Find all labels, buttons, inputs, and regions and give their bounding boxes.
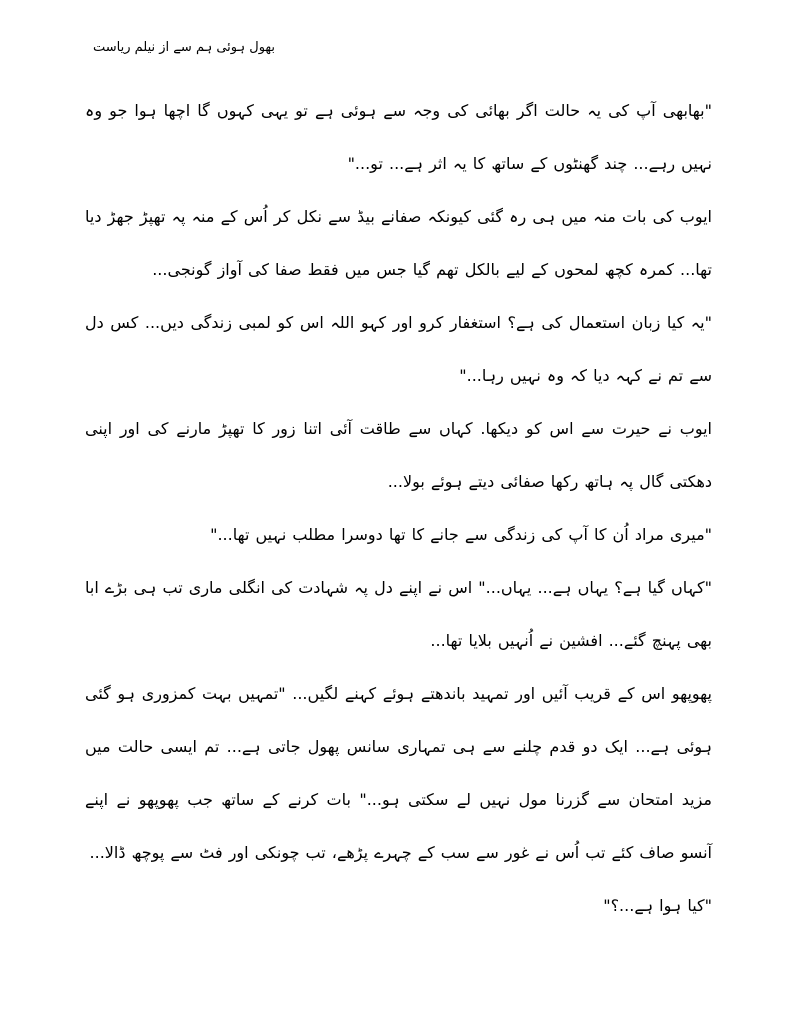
page-header-title: بھول ہوئی ہم سے از نیلم ریاست	[93, 40, 276, 55]
paragraph: پھوپھو اس کے قریب آئیں اور تمہید باندھتے ہوئے کہنے لگیں... "تمہیں بہت کمزوری ہو گئی ہوئی ہے... ایک دو قدم چلنے سے ہی تمہاری سانس پھول جاتی ہے... تم ایسی حالت میں مزید امتحان سے گزرنا مول نہیں لے سکتی ہو..." بات کرنے کے ساتھ جب پھوپھو نے اپنے آنسو صاف کئے تب اُس نے غور سے سب کے چہرے پڑھے، تب چونکی اور فٹ سے پوچھ ڈالا...	[85, 684, 712, 862]
paragraph: "کہاں گیا ہے؟ یہاں ہے... یہاں..." اس نے اپنے دل پہ شہادت کی انگلی ماری تب ہی بڑے ابا بھی پہنچ گئے... افشین نے اُنہیں بلایا تھا...	[85, 578, 712, 650]
paragraph: "بھابھی آپ کی یہ حالت اگر بھائی کی وجہ سے ہوئی ہے تو یہی کہوں گا اچھا ہوا جو وہ نہیں رہے... چند گھنٹوں کے ساتھ کا یہ اثر ہے... تو..."	[85, 101, 712, 173]
paragraph: ایوب نے حیرت سے اس کو دیکھا. کہاں سے طاقت آئی اتنا زور کا تھپڑ مارنے کی اور اپنی دھکتی گال پہ ہاتھ رکھا صفائی دیتے ہوئے بولا...	[85, 419, 712, 491]
document-body	[85, 84, 712, 932]
paragraph: "کیا ہوا ہے...؟"	[603, 896, 712, 915]
paragraph: ایوب کی بات منہ میں ہی رہ گئی کیونکہ صفانے بیڈ سے نکل کر اُس کے منہ پہ تھپڑ جھڑ دیا تھا... کمرہ کچھ لمحوں کے لیے بالکل تھم گیا جس میں فقط صفا کی آواز گونجی...	[85, 207, 712, 279]
paragraph: "میری مراد اُن کا آپ کی زندگی سے جانے کا تھا دوسرا مطلب نہیں تھا..."	[210, 525, 712, 544]
paragraph: "یہ کیا زبان استعمال کی ہے؟ استغفار کرو اور کہو اللہ اس کو لمبی زندگی دیں... کس دل سے تم نے کہہ دیا کہ وہ نہیں رہا..."	[85, 313, 712, 385]
